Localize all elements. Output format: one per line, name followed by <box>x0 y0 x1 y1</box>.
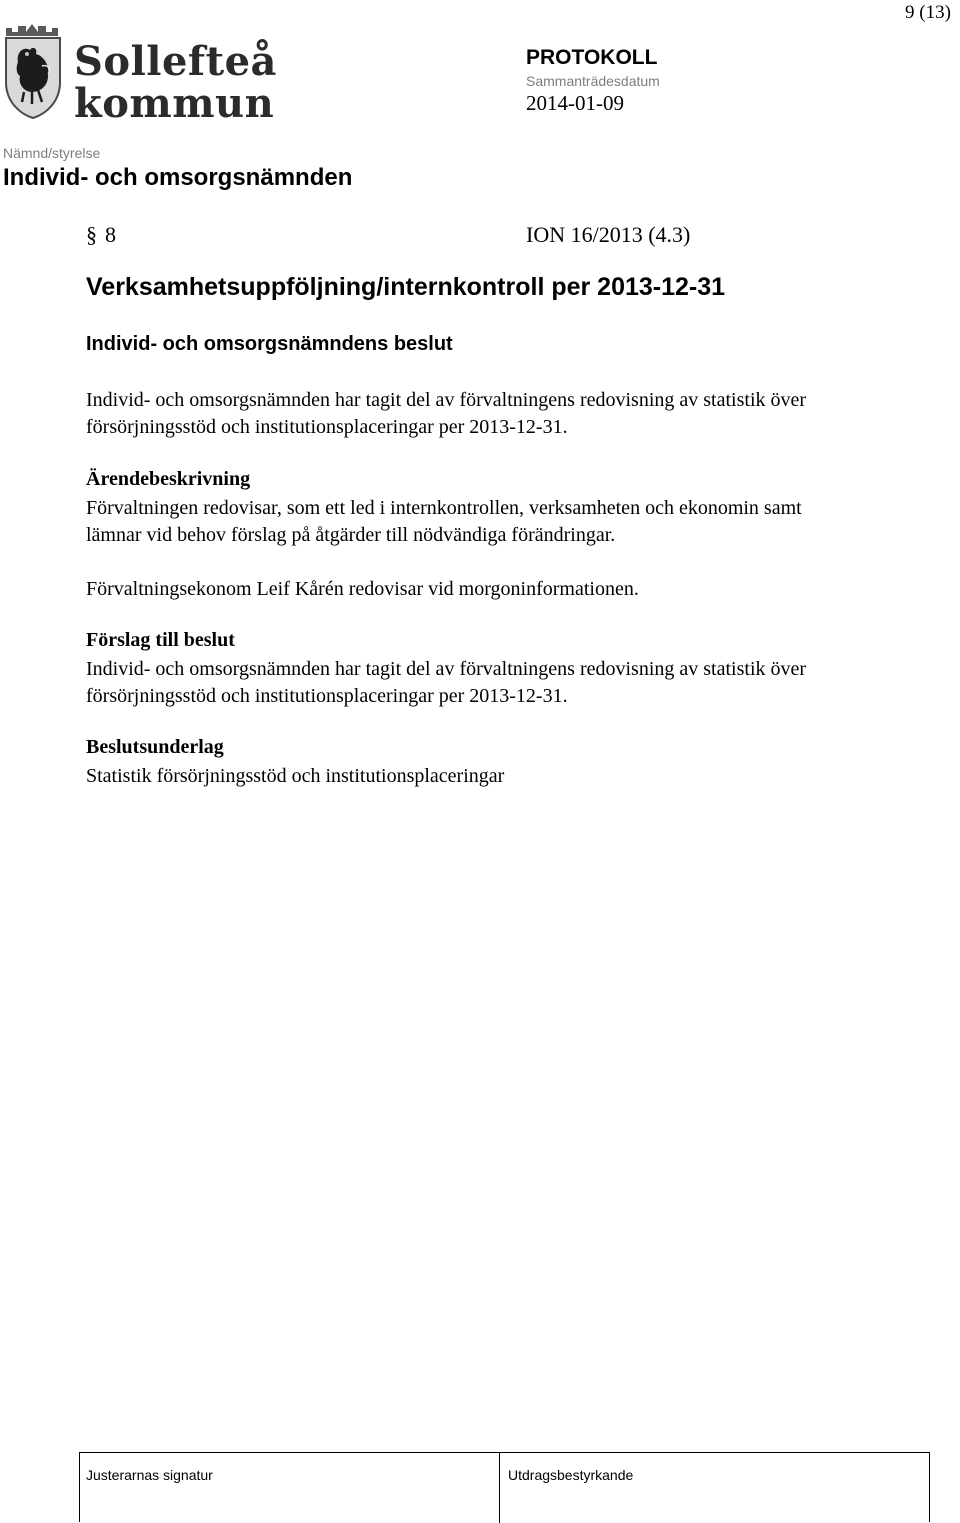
section-number: 8 <box>105 222 116 247</box>
municipality-logo <box>0 18 275 128</box>
logo-text-line2: kommun <box>74 80 275 127</box>
description-line-1: Förvaltningen redovisar, som ett led i internkontrollen, verksamheten och ekonomin samt <box>86 497 802 519</box>
decision-line-1: Individ- och omsorgsnämnden har tagit del av förvaltningens redovisning av statistik över <box>86 389 807 411</box>
page-number: 9 (13) <box>905 2 951 23</box>
extract-label: Utdragsbestyrkande <box>508 1467 634 1483</box>
municipal-crest-grouse-icon <box>2 22 64 120</box>
decision-line-2: försörjningsstöd och institutionsplaceringar per 2013-12-31. <box>86 416 568 438</box>
description-line-2: lämnar vid behov förslag på åtgärder till nödvändiga förändringar. <box>86 524 616 546</box>
board-name: Individ- och omsorgsnämnden <box>3 164 353 191</box>
signature-label: Justerarnas signatur <box>86 1467 213 1483</box>
section-sign: § <box>86 222 97 247</box>
meeting-date-label: Sammanträdesdatum <box>526 73 660 89</box>
proposal-heading: Förslag till beslut <box>86 629 235 651</box>
basis-heading: Beslutsunderlag <box>86 736 224 758</box>
document-type: PROTOKOLL <box>526 46 658 69</box>
logo-text-line1: Sollefteå <box>74 38 277 85</box>
description-note: Förvaltningsekonom Leif Kårén redovisar vid morgoninformationen. <box>86 578 639 600</box>
meeting-date: 2014-01-09 <box>526 91 624 115</box>
signature-box <box>79 1452 930 1522</box>
basis-text: Statistik försörjningsstöd och institutionsplaceringar <box>86 765 505 787</box>
signature-divider <box>499 1453 500 1523</box>
description-heading: Ärendebeskrivning <box>86 468 251 490</box>
item-title: Verksamhetsuppföljning/internkontroll per 2013-12-31 <box>86 273 726 301</box>
decision-heading: Individ- och omsorgsnämndens beslut <box>86 333 453 355</box>
proposal-line-2: försörjningsstöd och institutionsplaceringar per 2013-12-31. <box>86 685 568 707</box>
board-label: Nämnd/styrelse <box>3 145 101 161</box>
proposal-line-1: Individ- och omsorgsnämnden har tagit del av förvaltningens redovisning av statistik över <box>86 658 807 680</box>
case-reference: ION 16/2013 (4.3) <box>526 222 691 247</box>
